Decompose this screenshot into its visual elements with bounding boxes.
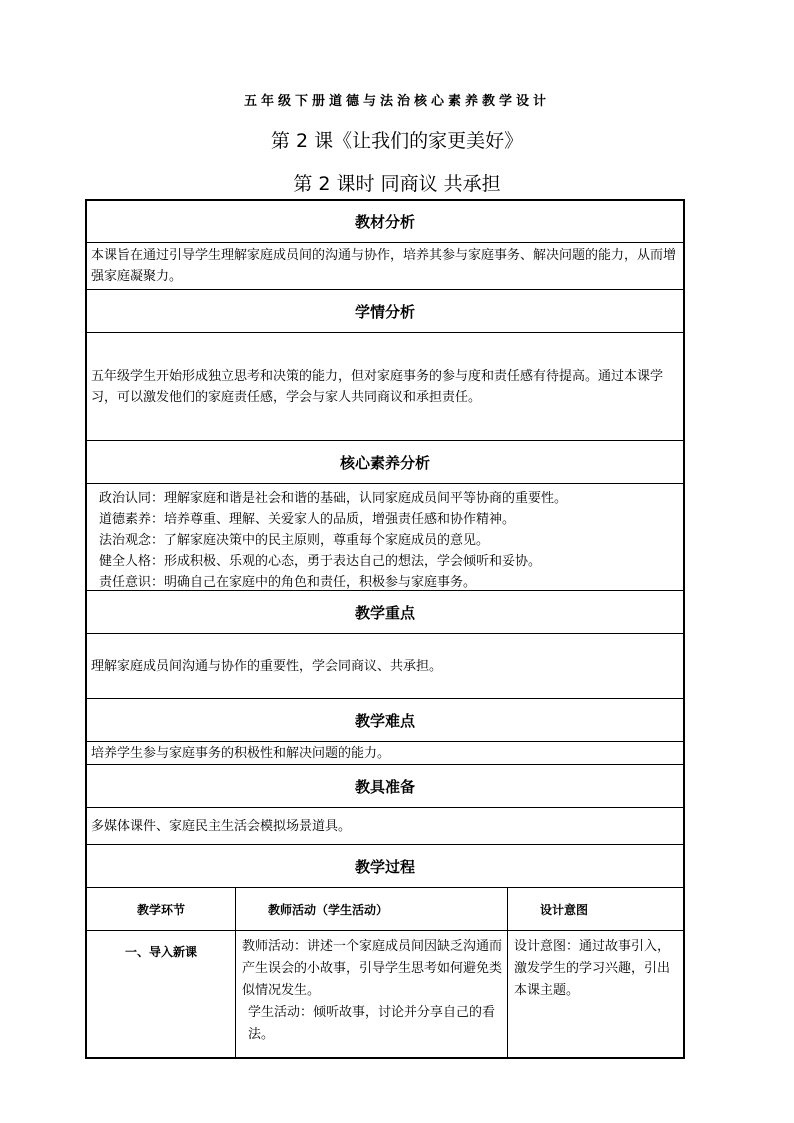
intent-cell: 设计意图：通过故事引入，激发学生的学习兴趣，引出本课主题。 <box>514 939 671 998</box>
activity-cell <box>236 931 508 1057</box>
column-header-activity: 教师活动（学生活动） <box>236 888 508 930</box>
difficulty-cell <box>87 742 683 765</box>
core-item: 道德素养：培养尊重、理解、关爱家人的品质，增强责任感和协作精神。 <box>99 512 516 527</box>
process-heading: 教学过程 <box>87 845 683 888</box>
core-item: 法治观念：了解家庭决策中的民主原则，尊重每个家庭成员的意见。 <box>99 533 490 548</box>
teacher-activity: 教师活动：讲述一个家庭成员间因缺乏沟通而产生误会的小故事，引导学生思考如何避免类似情况发生。 <box>242 939 503 998</box>
core-item: 健全人格：形成积极、乐观的心态，勇于表达自己的想法，学会倾听和妥协。 <box>99 554 542 569</box>
process-header-row <box>87 888 683 931</box>
table-row <box>87 931 683 1057</box>
key-point-text: 理解家庭成员间沟通与协作的重要性，学会同商议、共承担。 <box>91 658 443 674</box>
stage-cell: 一、导入新课 <box>87 931 236 1057</box>
student-activity: 学生活动：倾听故事，讨论并分享自己的看法。 <box>248 1005 496 1042</box>
period-title: 第 2 课时 同商议 共承担 <box>293 173 501 195</box>
document-title: 五年级下册道德与法治核心素养教学设计 <box>243 94 550 109</box>
students-text-cell <box>87 333 683 441</box>
students-text: 五年级学生开始形成独立思考和决策的能力，但对家庭事务的参与度和责任感有待提高。通过本课学习，可以激发他们的家庭责任感，学会与家人共同商议和承担责任。 <box>91 368 664 405</box>
material-text: 本课旨在通过引导学生理解家庭成员间的沟通与协作，培养其参与家庭事务、解决问题的能力，从而增强家庭凝聚力。 <box>87 243 683 290</box>
material-heading: 教材分析 <box>87 201 683 243</box>
column-header-intent: 设计意图 <box>540 902 589 917</box>
tools-cell <box>87 808 683 845</box>
column-header-stage: 教学环节 <box>87 888 236 930</box>
core-list <box>87 484 683 591</box>
key-point-cell <box>87 634 683 699</box>
core-item: 责任意识：明确自己在家庭中的角色和责任，积极参与家庭事务。 <box>99 575 477 590</box>
tools-text: 多媒体课件、家庭民主生活会模拟场景道具。 <box>91 818 352 834</box>
difficulty-text: 培养学生参与家庭事务的积极性和解决问题的能力。 <box>91 745 391 761</box>
lesson-title: 第 2 课《让我们的家更美好》 <box>270 130 524 152</box>
tools-heading: 教具准备 <box>87 765 683 808</box>
key-point-heading: 教学重点 <box>87 591 683 634</box>
core-item: 政治认同：理解家庭和谐是社会和谐的基础，认同家庭成员间平等协商的重要性。 <box>99 491 568 506</box>
core-heading: 核心素养分析 <box>87 441 683 484</box>
difficulty-heading: 教学难点 <box>87 699 683 742</box>
students-heading: 学情分析 <box>87 290 683 333</box>
lesson-plan-table <box>85 199 685 1059</box>
